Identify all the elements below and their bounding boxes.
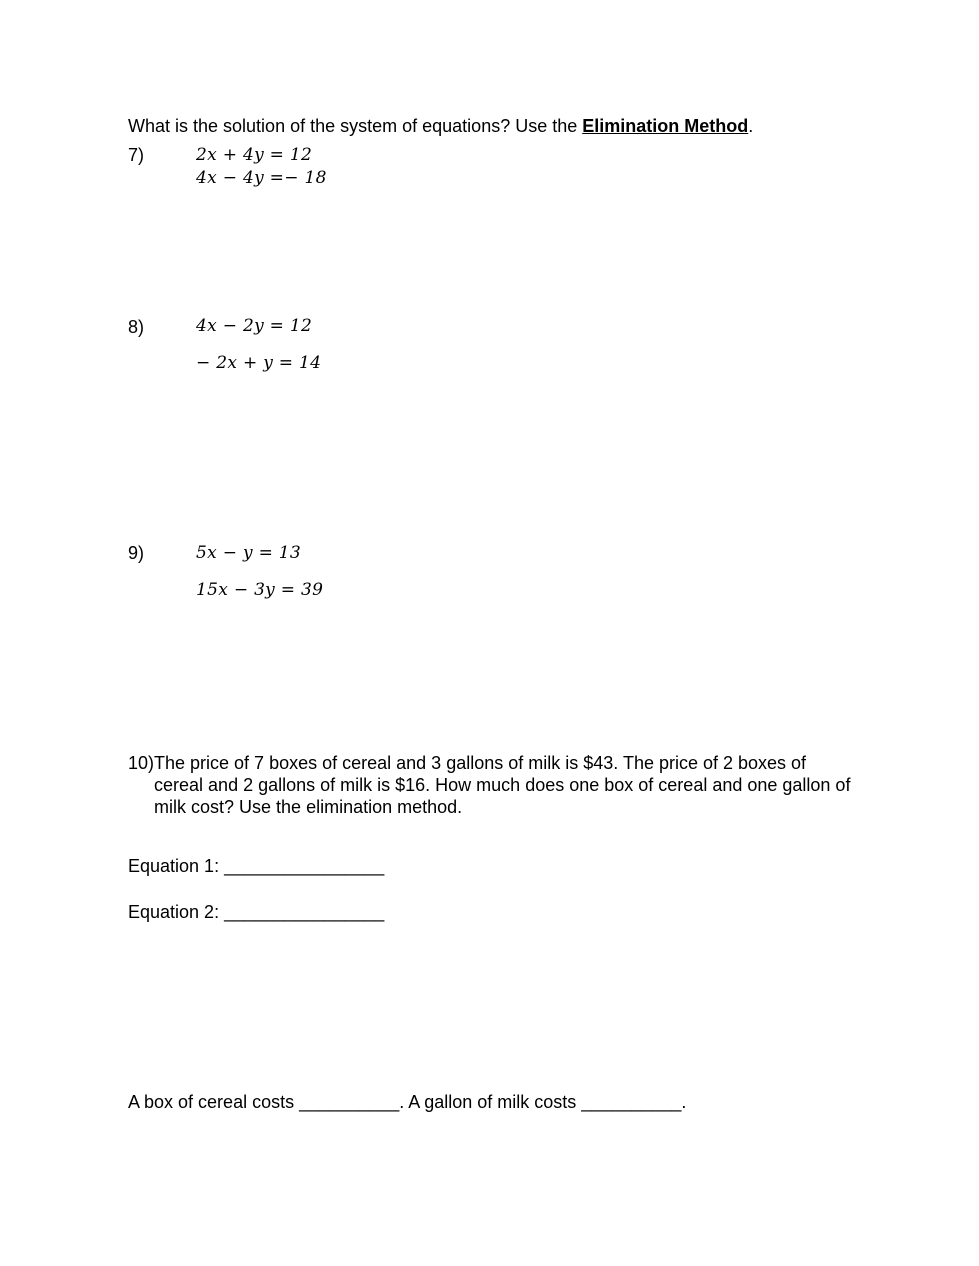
instructions-emphasis: Elimination Method — [582, 116, 749, 136]
answer-period: . — [681, 1092, 687, 1112]
word-problem-number: 10) — [128, 753, 155, 773]
problem-8-equation-2: − 2x + y = 14 — [196, 353, 322, 373]
problem-7-equation-1: 2x + 4y = 12 — [196, 145, 313, 165]
equation-1-label: Equation 1: — [128, 856, 225, 876]
instructions-suffix: . — [748, 116, 754, 136]
answer-cereal-label: A box of cereal costs — [128, 1092, 300, 1112]
word-problem — [128, 752, 858, 818]
answer-cereal-blank[interactable]: __________ — [299, 1092, 400, 1112]
instructions — [128, 116, 753, 137]
equation-2-label: Equation 2: — [128, 902, 225, 922]
word-problem-text: The price of 7 boxes of cereal and 3 gallons of milk is $43. The price of 2 boxes of cereal and 2 gallons of milk is $16. How much does one box of cereal and one gallon of milk cost? Use the elimination method. — [154, 753, 851, 817]
equation-2-blank[interactable]: ________________ — [224, 902, 385, 922]
answer-row — [128, 1092, 686, 1113]
answer-milk-blank[interactable]: __________ — [581, 1092, 682, 1112]
problem-9-equation-1: 5x − y = 13 — [196, 543, 302, 563]
answer-milk-label: . A gallon of milk costs — [399, 1092, 582, 1112]
equation-1-blank[interactable]: ________________ — [224, 856, 385, 876]
problem-9-equation-2: 15x − 3y = 39 — [196, 580, 324, 600]
equation-2-row — [128, 902, 384, 923]
problem-8-number: 8) — [128, 317, 145, 337]
problem-8-equation-1: 4x − 2y = 12 — [196, 316, 313, 336]
problem-7-number: 7) — [128, 145, 145, 165]
equation-1-row — [128, 856, 384, 877]
problem-9-number: 9) — [128, 543, 145, 563]
problem-7-equation-2: 4x − 4y =− 18 — [196, 168, 327, 188]
instructions-prefix: What is the solution of the system of equations? Use the — [128, 116, 583, 136]
